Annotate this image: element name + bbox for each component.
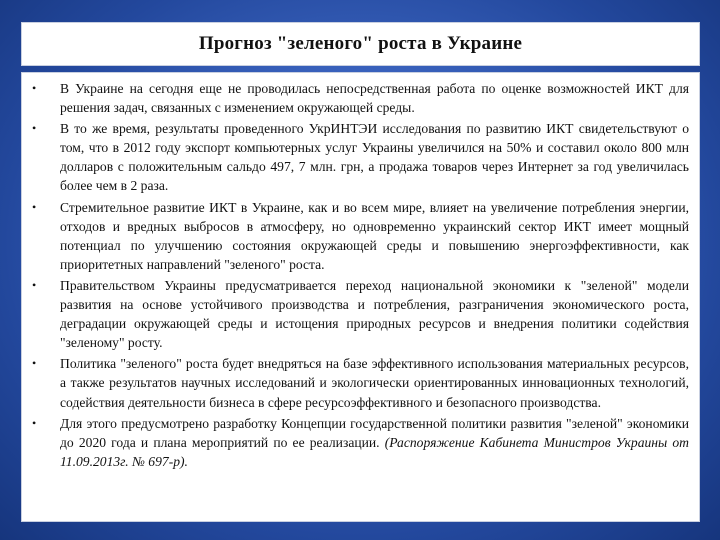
slide-title: Прогноз "зеленого" роста в Украине [198,33,523,54]
bullet-icon: • [32,356,37,371]
bullet-item [32,276,689,352]
title-box [21,22,700,66]
bullet-text: В Украине на сегодня еще не проводилась непосредственная работа по оценке возможностей ИКТ для решения задач, связанных с изменением окружающей среды. [60,81,689,116]
bullet-text: Стремительное развитие ИКТ в Украине, как и во всем мире, влияет на увеличение потребления энергии, отходов и вредных выбросов в атмосферу, но одновременно украинский сектор ИКТ имеет мощный потенциал по улучшению состояния окружающей среды и повышению энергоэффективности, как приоритетных направлений "зеленого" роста. [60,199,689,272]
bullet-item [32,79,689,117]
content-box [21,72,700,522]
bullet-icon: • [32,121,37,136]
bullet-item [32,119,689,195]
decree-reference: (Распоряжение Кабинета Министров Украины от 11.09.2013г. № 697-р). [60,434,690,469]
bullet-icon: • [32,81,37,95]
bullet-list [32,79,689,471]
bullet-icon: • [32,277,37,292]
bullet-item [32,198,689,274]
bullet-text: В то же время, результаты проведенного УкрИНТЭИ исследования по развитию ИКТ свидетельствуют о том, что в 2012 году экспорт компьютерных услуг Украины увеличился на 50% и составил около 800 млн долларов с положительным сальдо 497, 7 млн. грн, а продажа товаров через Интернет за год увеличилась более чем в 2 раза. [60,121,689,194]
bullet-text: Правительством Украины предусматривается переход национальной экономики к "зеленой" модели развития на основе устойчивого производства и потребления, разграничения экономического роста, деградации окружающей среды и истощения природных ресурсов и внедрения политики содействия "зеленому" росту. [60,277,689,351]
bullet-item [32,414,689,471]
bullet-icon: • [32,415,37,430]
bullet-icon: • [32,199,37,214]
bullet-text: Политика "зеленого" роста будет внедряться на базе эффективного использования материальных ресурсов, а также результатов научных исследований и экологически ориентированных инновационных технологий, содействия деятельности бизнеса в сфере ресурсоэффективного и безопасного производства. [60,356,689,410]
bullet-text: Для этого предусмотрено разработку Концепции государственной политики развития "зеленой" экономики до 2020 года и плана мероприятий по ее реализации. [60,415,689,450]
bullet-item [32,354,689,411]
